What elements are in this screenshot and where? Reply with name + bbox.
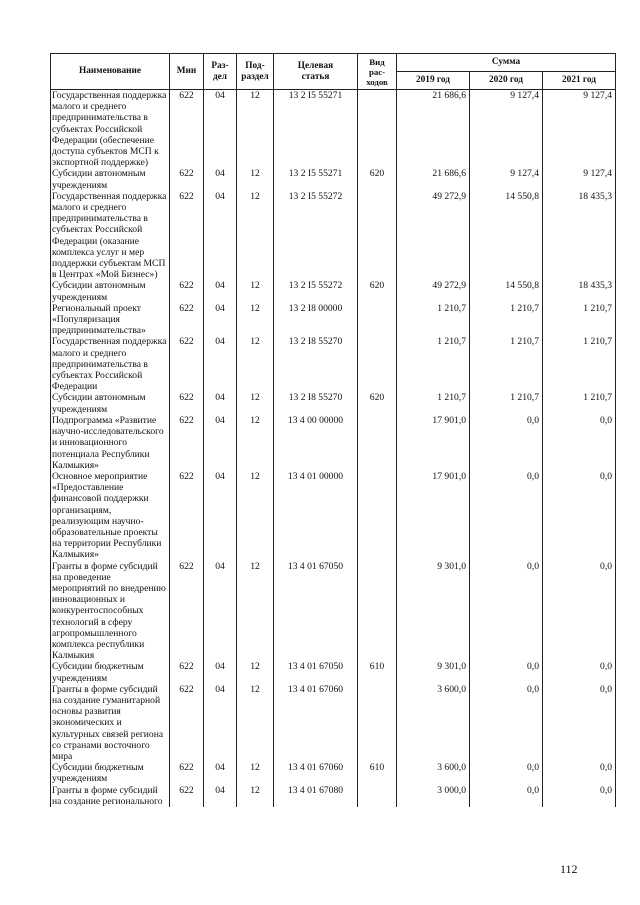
col-2021-header: 2021 год bbox=[543, 72, 616, 90]
row-name: Гранты в форме субсидий на проведение мероприятий по внедрению инновационных и конкурентоспособных технологий в сферу агропромышленного комплекса республики Калмыкия bbox=[51, 561, 170, 662]
row-podrazdel: 12 bbox=[237, 471, 274, 561]
row-sum-2020: 1 210,7 bbox=[470, 303, 543, 337]
row-vid-rashodov: 620 bbox=[358, 168, 397, 190]
row-sum-2020: 0,0 bbox=[470, 661, 543, 683]
row-sum-2020: 0,0 bbox=[470, 471, 543, 561]
row-min: 622 bbox=[170, 336, 204, 392]
row-vid-rashodov bbox=[358, 191, 397, 281]
row-vid-rashodov: 620 bbox=[358, 392, 397, 414]
row-min: 622 bbox=[170, 303, 204, 337]
row-min: 622 bbox=[170, 191, 204, 281]
row-vid-rashodov bbox=[358, 684, 397, 762]
row-razdel: 04 bbox=[204, 303, 237, 337]
row-name: Субсидии автономным учреждениям bbox=[51, 168, 170, 190]
row-celevaya-statya: 13 4 00 00000 bbox=[274, 415, 358, 471]
row-sum-2019: 21 686,6 bbox=[397, 168, 470, 190]
row-name: Государственная поддержка малого и среднего предпринимательства в субъектах Российской Федерации bbox=[51, 336, 170, 392]
row-podrazdel: 12 bbox=[237, 303, 274, 337]
row-sum-2020: 9 127,4 bbox=[470, 168, 543, 190]
table-row bbox=[51, 191, 616, 281]
row-sum-2020: 14 550,8 bbox=[470, 280, 543, 302]
row-sum-2020: 1 210,7 bbox=[470, 336, 543, 392]
row-name: Субсидии автономным учреждениям bbox=[51, 392, 170, 414]
row-sum-2020: 14 550,8 bbox=[470, 191, 543, 281]
row-name: Гранты в форме субсидий на создание гуманитарной основы развития экономических и культурных связей региона со странами восточного мира bbox=[51, 684, 170, 762]
row-sum-2019: 17 901,0 bbox=[397, 415, 470, 471]
row-min: 622 bbox=[170, 785, 204, 807]
row-name: Государственная поддержка малого и среднего предпринимательства в субъектах Российской Федерации (обеспечение доступа субъектов МСП к экспортной поддержке) bbox=[51, 90, 170, 169]
table-body bbox=[51, 90, 616, 808]
table-row bbox=[51, 392, 616, 414]
row-sum-2020: 0,0 bbox=[470, 762, 543, 784]
row-vid-rashodov bbox=[358, 561, 397, 662]
row-sum-2021: 1 210,7 bbox=[543, 336, 616, 392]
row-razdel: 04 bbox=[204, 168, 237, 190]
row-sum-2019: 3 000,0 bbox=[397, 785, 470, 807]
row-podrazdel: 12 bbox=[237, 785, 274, 807]
row-celevaya-statya: 13 2 I8 55270 bbox=[274, 336, 358, 392]
row-vid-rashodov bbox=[358, 336, 397, 392]
row-sum-2021: 0,0 bbox=[543, 684, 616, 762]
col-podrazdel-header: Под- раздел bbox=[237, 54, 274, 90]
row-razdel: 04 bbox=[204, 785, 237, 807]
table-row bbox=[51, 168, 616, 190]
row-sum-2020: 0,0 bbox=[470, 561, 543, 662]
col-vid-header: Вид рас- ходов bbox=[358, 54, 397, 90]
table-row bbox=[51, 785, 616, 807]
row-podrazdel: 12 bbox=[237, 280, 274, 302]
row-min: 622 bbox=[170, 471, 204, 561]
row-vid-rashodov: 620 bbox=[358, 280, 397, 302]
row-sum-2019: 9 301,0 bbox=[397, 561, 470, 662]
col-name-header: Наименование bbox=[51, 54, 170, 90]
row-celevaya-statya: 13 2 I8 55270 bbox=[274, 392, 358, 414]
table-row bbox=[51, 661, 616, 683]
table-row bbox=[51, 684, 616, 762]
row-razdel: 04 bbox=[204, 191, 237, 281]
row-celevaya-statya: 13 2 I5 55272 bbox=[274, 191, 358, 281]
row-podrazdel: 12 bbox=[237, 561, 274, 662]
row-min: 622 bbox=[170, 661, 204, 683]
row-name: Субсидии бюджетным учреждениям bbox=[51, 762, 170, 784]
row-sum-2021: 0,0 bbox=[543, 785, 616, 807]
row-name: Субсидии бюджетным учреждениям bbox=[51, 661, 170, 683]
row-celevaya-statya: 13 4 01 67060 bbox=[274, 684, 358, 762]
row-name: Основное мероприятие «Предоставление финансовой поддержки организациям, реализующим научно-образовательные проекты на территории Республики Калмыкия» bbox=[51, 471, 170, 561]
row-name: Государственная поддержка малого и среднего предпринимательства в субъектах Российской Федерации (оказание комплекса услуг и мер поддержки субъектам МСП в Центрах «Мой Бизнес») bbox=[51, 191, 170, 281]
row-min: 622 bbox=[170, 415, 204, 471]
row-celevaya-statya: 13 4 01 67080 bbox=[274, 785, 358, 807]
row-celevaya-statya: 13 2 I5 55271 bbox=[274, 90, 358, 169]
row-razdel: 04 bbox=[204, 90, 237, 169]
row-sum-2020: 0,0 bbox=[470, 785, 543, 807]
row-vid-rashodov bbox=[358, 415, 397, 471]
row-min: 622 bbox=[170, 762, 204, 784]
row-podrazdel: 12 bbox=[237, 661, 274, 683]
table-header bbox=[51, 54, 616, 90]
row-podrazdel: 12 bbox=[237, 336, 274, 392]
row-sum-2021: 9 127,4 bbox=[543, 168, 616, 190]
table-row bbox=[51, 90, 616, 169]
row-name: Подпрограмма «Развитие научно-исследовательского и инновационного потенциала Республики Калмыкия» bbox=[51, 415, 170, 471]
row-razdel: 04 bbox=[204, 762, 237, 784]
row-sum-2019: 3 600,0 bbox=[397, 684, 470, 762]
table-row bbox=[51, 471, 616, 561]
row-sum-2019: 1 210,7 bbox=[397, 392, 470, 414]
row-min: 622 bbox=[170, 90, 204, 169]
row-sum-2021: 0,0 bbox=[543, 561, 616, 662]
row-sum-2021: 0,0 bbox=[543, 661, 616, 683]
row-sum-2021: 0,0 bbox=[543, 471, 616, 561]
row-podrazdel: 12 bbox=[237, 415, 274, 471]
table-row bbox=[51, 561, 616, 662]
row-vid-rashodov bbox=[358, 90, 397, 169]
row-podrazdel: 12 bbox=[237, 168, 274, 190]
row-sum-2021: 1 210,7 bbox=[543, 303, 616, 337]
row-sum-2019: 49 272,9 bbox=[397, 280, 470, 302]
col-min-header: Мин bbox=[170, 54, 204, 90]
row-razdel: 04 bbox=[204, 684, 237, 762]
row-sum-2021: 0,0 bbox=[543, 415, 616, 471]
row-celevaya-statya: 13 2 I8 00000 bbox=[274, 303, 358, 337]
row-sum-2019: 1 210,7 bbox=[397, 336, 470, 392]
row-sum-2019: 1 210,7 bbox=[397, 303, 470, 337]
row-sum-2021: 1 210,7 bbox=[543, 392, 616, 414]
col-2020-header: 2020 год bbox=[470, 72, 543, 90]
table-row bbox=[51, 762, 616, 784]
row-sum-2020: 0,0 bbox=[470, 684, 543, 762]
row-name: Субсидии автономным учреждениям bbox=[51, 280, 170, 302]
row-razdel: 04 bbox=[204, 415, 237, 471]
row-sum-2020: 1 210,7 bbox=[470, 392, 543, 414]
row-sum-2019: 21 686,6 bbox=[397, 90, 470, 169]
row-sum-2019: 49 272,9 bbox=[397, 191, 470, 281]
row-sum-2020: 9 127,4 bbox=[470, 90, 543, 169]
row-celevaya-statya: 13 4 01 67050 bbox=[274, 561, 358, 662]
row-name: Гранты в форме субсидий на создание регионального bbox=[51, 785, 170, 807]
row-celevaya-statya: 13 2 I5 55272 bbox=[274, 280, 358, 302]
row-celevaya-statya: 13 2 I5 55271 bbox=[274, 168, 358, 190]
row-vid-rashodov bbox=[358, 303, 397, 337]
row-razdel: 04 bbox=[204, 661, 237, 683]
row-min: 622 bbox=[170, 280, 204, 302]
budget-table bbox=[50, 53, 616, 807]
row-min: 622 bbox=[170, 561, 204, 662]
row-razdel: 04 bbox=[204, 392, 237, 414]
table-row bbox=[51, 336, 616, 392]
table-row bbox=[51, 415, 616, 471]
row-sum-2019: 3 600,0 bbox=[397, 762, 470, 784]
row-podrazdel: 12 bbox=[237, 392, 274, 414]
col-2019-header: 2019 год bbox=[397, 72, 470, 90]
row-name: Региональный проект «Популяризация предпринимательства» bbox=[51, 303, 170, 337]
row-podrazdel: 12 bbox=[237, 684, 274, 762]
table-row bbox=[51, 280, 616, 302]
col-summa-header: Сумма bbox=[397, 54, 616, 72]
col-razdel-header: Раз- дел bbox=[204, 54, 237, 90]
row-vid-rashodov: 610 bbox=[358, 762, 397, 784]
page-number: 112 bbox=[560, 862, 578, 876]
row-razdel: 04 bbox=[204, 471, 237, 561]
row-vid-rashodov bbox=[358, 785, 397, 807]
row-sum-2020: 0,0 bbox=[470, 415, 543, 471]
row-podrazdel: 12 bbox=[237, 762, 274, 784]
table-row bbox=[51, 303, 616, 337]
row-vid-rashodov: 610 bbox=[358, 661, 397, 683]
col-celevaya-header: Целевая статья bbox=[274, 54, 358, 90]
row-sum-2021: 18 435,3 bbox=[543, 280, 616, 302]
row-celevaya-statya: 13 4 01 67060 bbox=[274, 762, 358, 784]
row-sum-2019: 17 901,0 bbox=[397, 471, 470, 561]
row-min: 622 bbox=[170, 684, 204, 762]
row-celevaya-statya: 13 4 01 67050 bbox=[274, 661, 358, 683]
row-min: 622 bbox=[170, 392, 204, 414]
row-min: 622 bbox=[170, 168, 204, 190]
row-celevaya-statya: 13 4 01 00000 bbox=[274, 471, 358, 561]
row-sum-2021: 18 435,3 bbox=[543, 191, 616, 281]
row-razdel: 04 bbox=[204, 336, 237, 392]
row-sum-2019: 9 301,0 bbox=[397, 661, 470, 683]
row-razdel: 04 bbox=[204, 561, 237, 662]
row-sum-2021: 9 127,4 bbox=[543, 90, 616, 169]
row-razdel: 04 bbox=[204, 280, 237, 302]
row-vid-rashodov bbox=[358, 471, 397, 561]
row-podrazdel: 12 bbox=[237, 191, 274, 281]
row-podrazdel: 12 bbox=[237, 90, 274, 169]
row-sum-2021: 0,0 bbox=[543, 762, 616, 784]
